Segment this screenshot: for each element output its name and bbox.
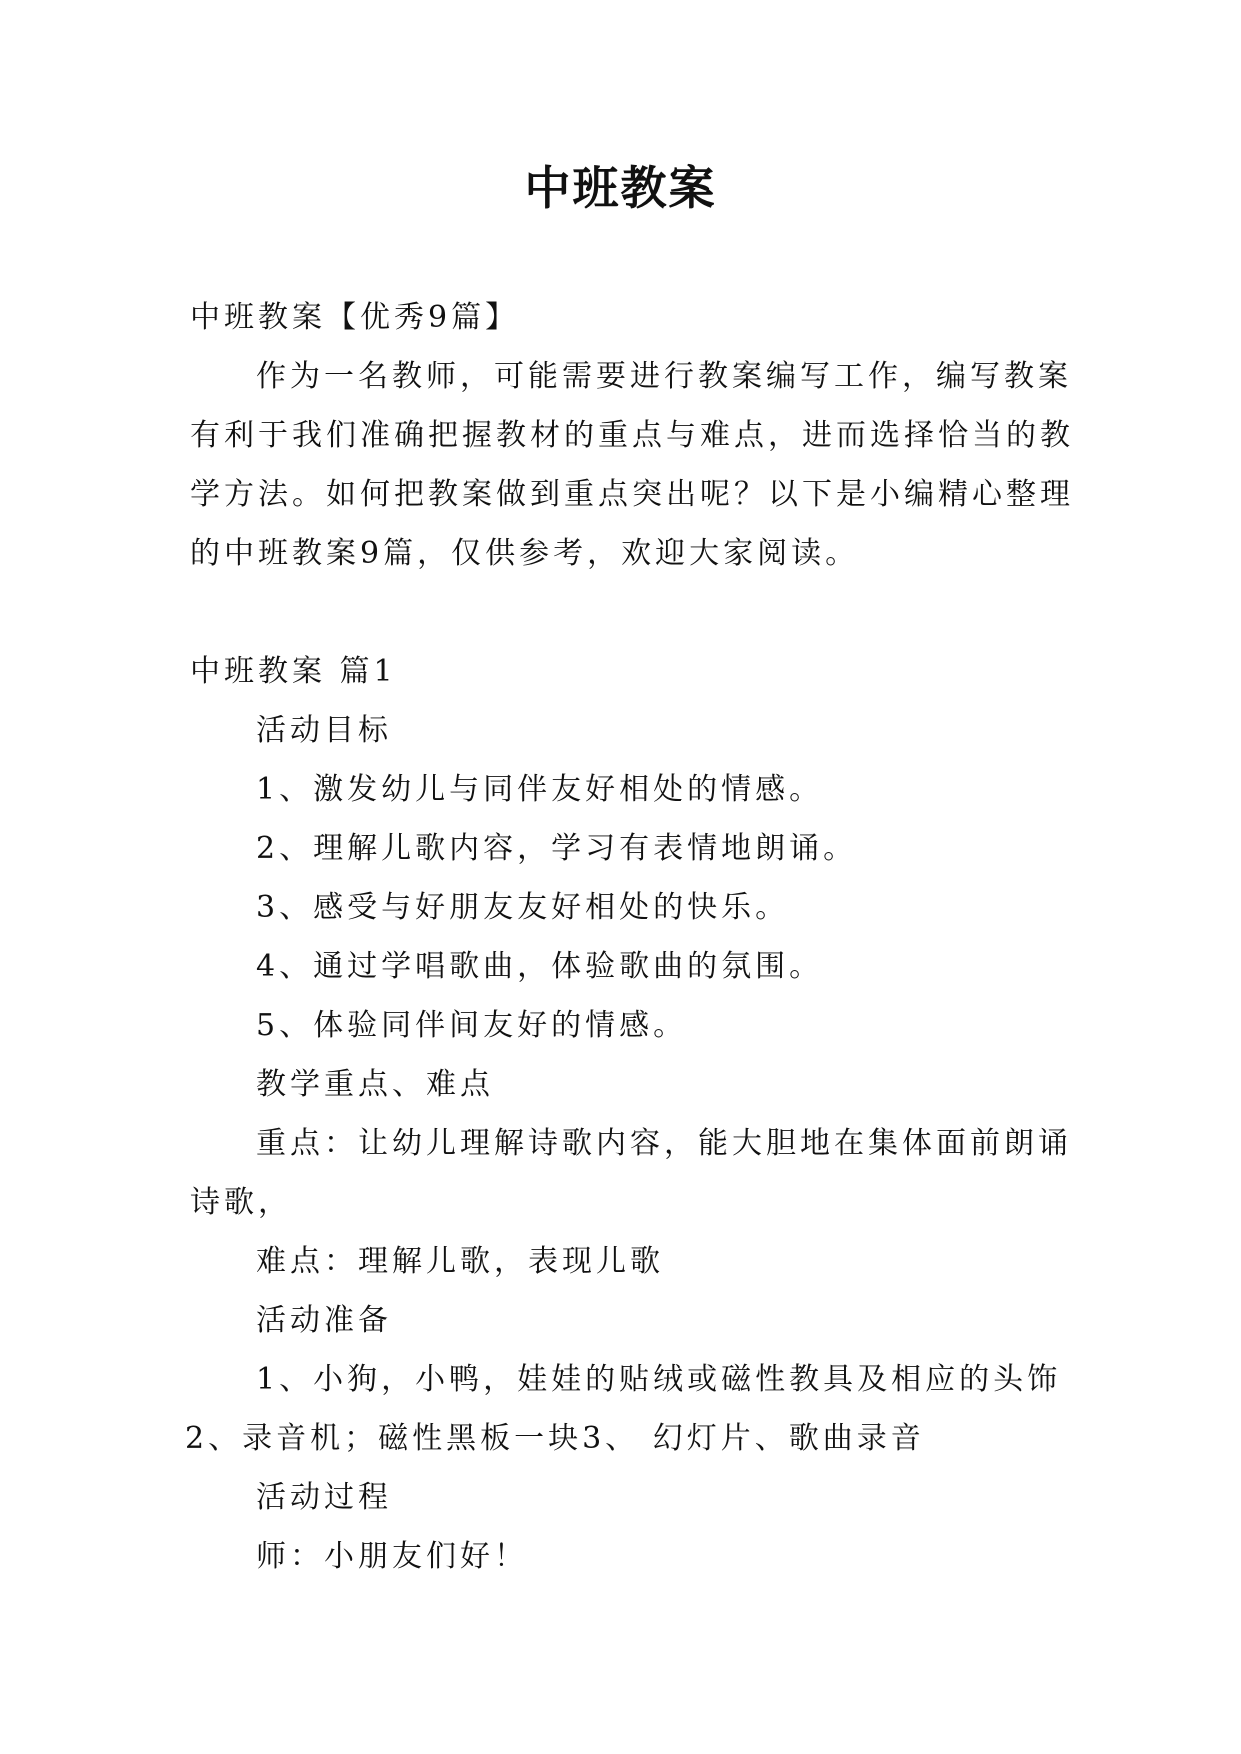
intro-line: 的中班教案9篇，仅供参考，欢迎大家阅读。 — [190, 536, 860, 571]
goal-item: 5、体验同伴间友好的情感。 — [256, 1008, 688, 1043]
key-points-heading: 教学重点、难点 — [256, 1067, 494, 1102]
prep-text: 1、小狗，小鸭，娃娃的贴绒或磁性教具及相应的头饰 — [256, 1362, 1062, 1397]
goal-item: 3、感受与好朋友友好相处的快乐。 — [256, 890, 790, 925]
process-heading: 活动过程 — [256, 1480, 392, 1515]
prep-heading: 活动准备 — [256, 1303, 392, 1338]
document-title: 中班教案 — [524, 161, 717, 215]
document-body — [185, 288, 1074, 1586]
intro-line: 有利于我们准确把握教材的重点与难点，进而选择恰当的教 — [190, 418, 1074, 453]
goal-item: 4、通过学唱歌曲，体验歌曲的氛围。 — [256, 949, 824, 984]
goals-heading: 活动目标 — [256, 713, 392, 748]
key-point-text: 诗歌， — [190, 1185, 292, 1220]
goal-item: 2、理解儿歌内容，学习有表情地朗诵。 — [256, 831, 858, 866]
paragraph-spacer — [190, 583, 1060, 642]
section-heading: 中班教案 篇1 — [190, 654, 397, 689]
document-subtitle: 中班教案【优秀9篇】 — [190, 300, 520, 335]
difficulty-text: 难点：理解儿歌，表现儿歌 — [256, 1244, 664, 1279]
intro-line: 学方法。如何把教案做到重点突出呢？以下是小编精心整理 — [190, 477, 1074, 512]
process-text: 师：小朋友们好！ — [256, 1539, 528, 1574]
goal-item: 1、激发幼儿与同伴友好相处的情感。 — [256, 772, 824, 807]
key-point-text: 重点：让幼儿理解诗歌内容，能大胆地在集体面前朗诵 — [256, 1126, 1072, 1161]
prep-text: 2、录音机；磁性黑板一块3、 幻灯片、歌曲录音 — [185, 1421, 925, 1456]
intro-line: 作为一名教师，可能需要进行教案编写工作，编写教案 — [256, 359, 1072, 394]
